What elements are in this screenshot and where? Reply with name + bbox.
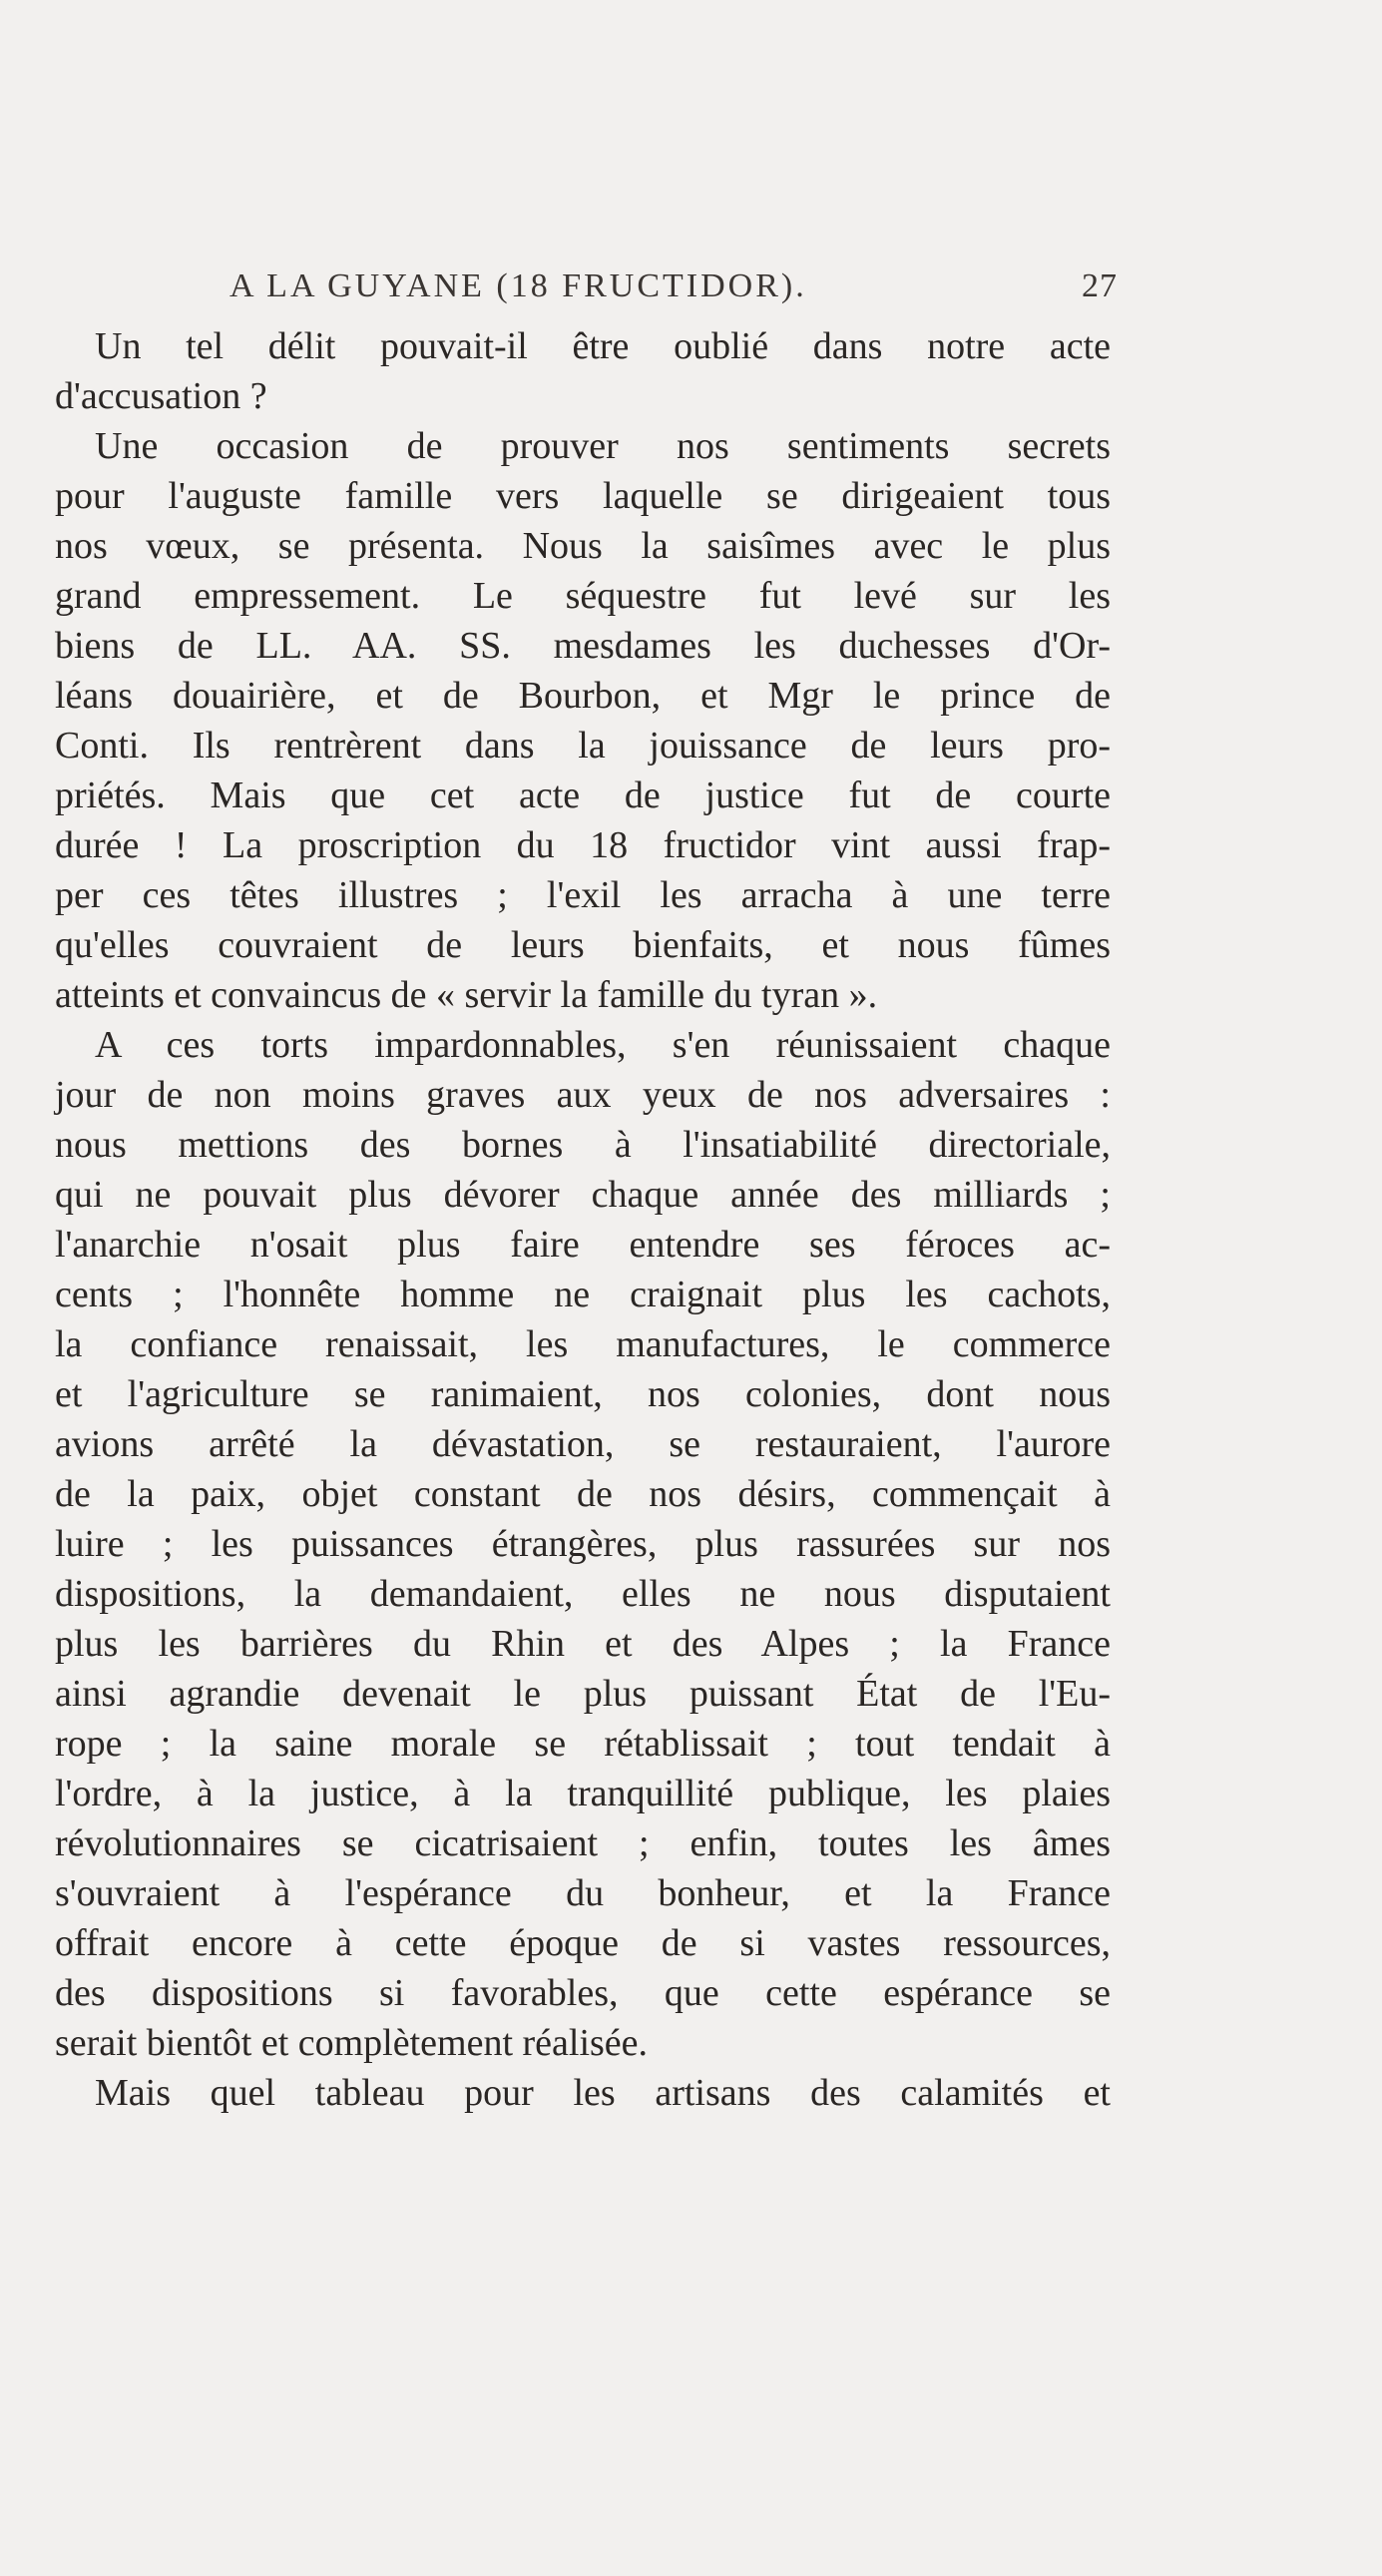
text-line: révolutionnaires se cicatrisaient ; enfin, toutes les âmes [55,1822,1111,1864]
text-line: Conti. Ils rentrèrent dans la jouissance de leurs pro- [55,725,1111,767]
text-line: luire ; les puissances étrangères, plus rassurées sur nos [55,1523,1111,1565]
text-line: Un tel délit pouvait-il être oublié dans notre acte [95,325,1111,367]
text-line: plus les barrières du Rhin et des Alpes ; la France [55,1623,1111,1665]
text-line: Une occasion de prouver nos sentiments secrets [95,425,1111,467]
text-line: offrait encore à cette époque de si vastes ressources, [55,1922,1111,1964]
text-line: d'accusation ? [55,375,267,417]
text-line: per ces têtes illustres ; l'exil les arracha à une terre [55,874,1111,916]
text-line: ainsi agrandie devenait le plus puissant État de l'Eu- [55,1673,1111,1715]
running-title: A LA GUYANE (18 FRUCTIDOR). [230,267,807,304]
text-line: A ces torts impardonnables, s'en réunissaient chaque [95,1024,1111,1066]
text-line: l'ordre, à la justice, à la tranquillité publique, les plaies [55,1773,1111,1814]
page-number: 27 [1082,267,1118,304]
text-line: grand empressement. Le séquestre fut levé sur les [55,575,1111,617]
text-line: des dispositions si favorables, que cette espérance se [55,1972,1111,2014]
page-header [230,267,1118,312]
text-line: qu'elles couvraient de leurs bienfaits, et nous fûmes [55,924,1111,966]
body-text [55,321,1111,2118]
text-line: s'ouvraient à l'espérance du bonheur, et la France [55,1872,1111,1914]
text-line: dispositions, la demandaient, elles ne nous disputaient [55,1573,1111,1615]
text-line: nos vœux, se présenta. Nous la saisîmes avec le plus [55,525,1111,567]
text-line: et l'agriculture se ranimaient, nos colonies, dont nous [55,1373,1111,1415]
text-line: pour l'auguste famille vers laquelle se dirigeaient tous [55,475,1111,517]
text-line: qui ne pouvait plus dévorer chaque année des milliards ; [55,1174,1111,1216]
text-line: l'anarchie n'osait plus faire entendre ses féroces ac- [55,1224,1111,1266]
text-line: serait bientôt et complètement réalisée. [55,2022,649,2064]
text-line: rope ; la saine morale se rétablissait ; tout tendait à [55,1723,1111,1765]
text-line: biens de LL. AA. SS. mesdames les duchesses d'Or- [55,625,1111,667]
text-line: nous mettions des bornes à l'insatiabilité directoriale, [55,1124,1111,1166]
text-line: léans douairière, et de Bourbon, et Mgr le prince de [55,675,1111,717]
text-line: de la paix, objet constant de nos désirs, commençait à [55,1473,1111,1515]
text-line: avions arrêté la dévastation, se restauraient, l'aurore [55,1423,1111,1465]
text-line: atteints et convaincus de « servir la famille du tyran ». [55,974,878,1016]
text-line: Mais quel tableau pour les artisans des calamités et [95,2072,1111,2114]
text-line: durée ! La proscription du 18 fructidor vint aussi frap- [55,824,1111,866]
text-line: cents ; l'honnête homme ne craignait plus les cachots, [55,1274,1111,1315]
text-line: jour de non moins graves aux yeux de nos adversaires : [55,1074,1111,1116]
text-line: priétés. Mais que cet acte de justice fut de courte [55,774,1111,816]
text-line: la confiance renaissait, les manufactures, le commerce [55,1323,1111,1365]
